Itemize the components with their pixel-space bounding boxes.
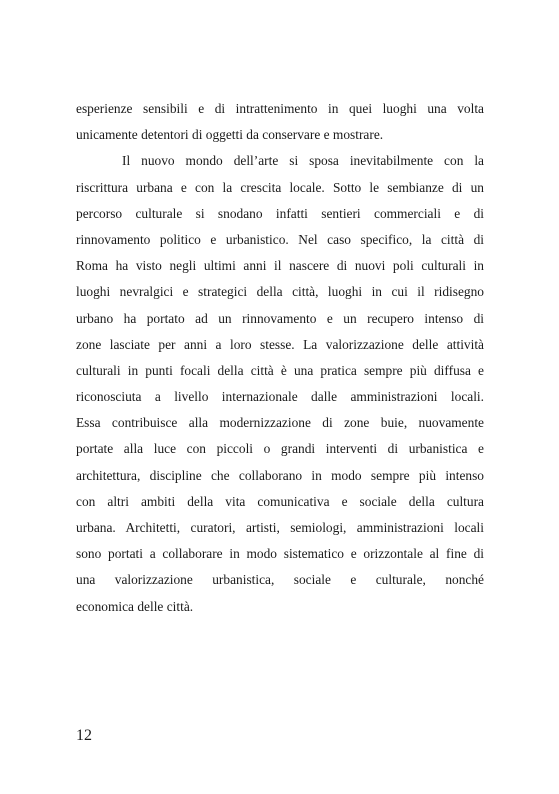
text-line: culturali in punti focali della città è una pratica sempre più diffusa e — [76, 362, 484, 378]
text-line: riconosciuta a livello internazionale dalle amministrazioni locali. — [76, 389, 484, 405]
text-line: rinnovamento politico e urbanistico. Nel caso specifico, la città di — [76, 231, 484, 247]
text-line: urbana. Architetti, curatori, artisti, semiologi, amministrazioni locali — [76, 520, 484, 535]
text-line: zone lasciate per anni a loro stesse. La valorizzazione delle attività — [76, 336, 484, 352]
text-line: economica delle città. — [76, 598, 194, 614]
paragraph-1 — [76, 96, 484, 148]
text-line: esperienze sensibili e di intrattenimento in quei luoghi una volta — [76, 101, 484, 116]
text-line: unicamente detentori di oggetti da conservare e mostrare. — [76, 127, 384, 143]
page-number: 12 — [76, 727, 92, 744]
text-line: riscrittura urbana e con la crescita locale. Sotto le sembianze di un — [76, 179, 484, 195]
paragraph-2 — [76, 148, 484, 619]
text-line: portate alla luce con piccoli o grandi interventi di urbanistica e — [76, 441, 484, 457]
text-line: una valorizzazione urbanistica, sociale e culturale, nonché — [76, 572, 484, 588]
text-line: Il nuovo mondo dell’arte si sposa inevitabilmente con la — [122, 153, 484, 169]
text-line: con altri ambiti della vita comunicativa e sociale della cultura — [76, 493, 484, 509]
text-line: sono portati a collaborare in modo sistematico e orizzontale al fine di — [76, 546, 484, 562]
text-line: luoghi nevralgici e strategici della città, luoghi in cui il ridisegno — [76, 284, 484, 300]
text-line: percorso culturale si snodano infatti sentieri commerciali e di — [76, 205, 484, 221]
text-line: Essa contribuisce alla modernizzazione di zone buie, nuovamente — [76, 415, 484, 431]
body-text — [76, 96, 484, 620]
text-line: Roma ha visto negli ultimi anni il nascere di nuovi poli culturali in — [76, 258, 484, 274]
text-line: architettura, discipline che collaborano in modo sempre più intenso — [76, 467, 484, 483]
text-line: urbano ha portato ad un rinnovamento e un recupero intenso di — [76, 310, 484, 326]
